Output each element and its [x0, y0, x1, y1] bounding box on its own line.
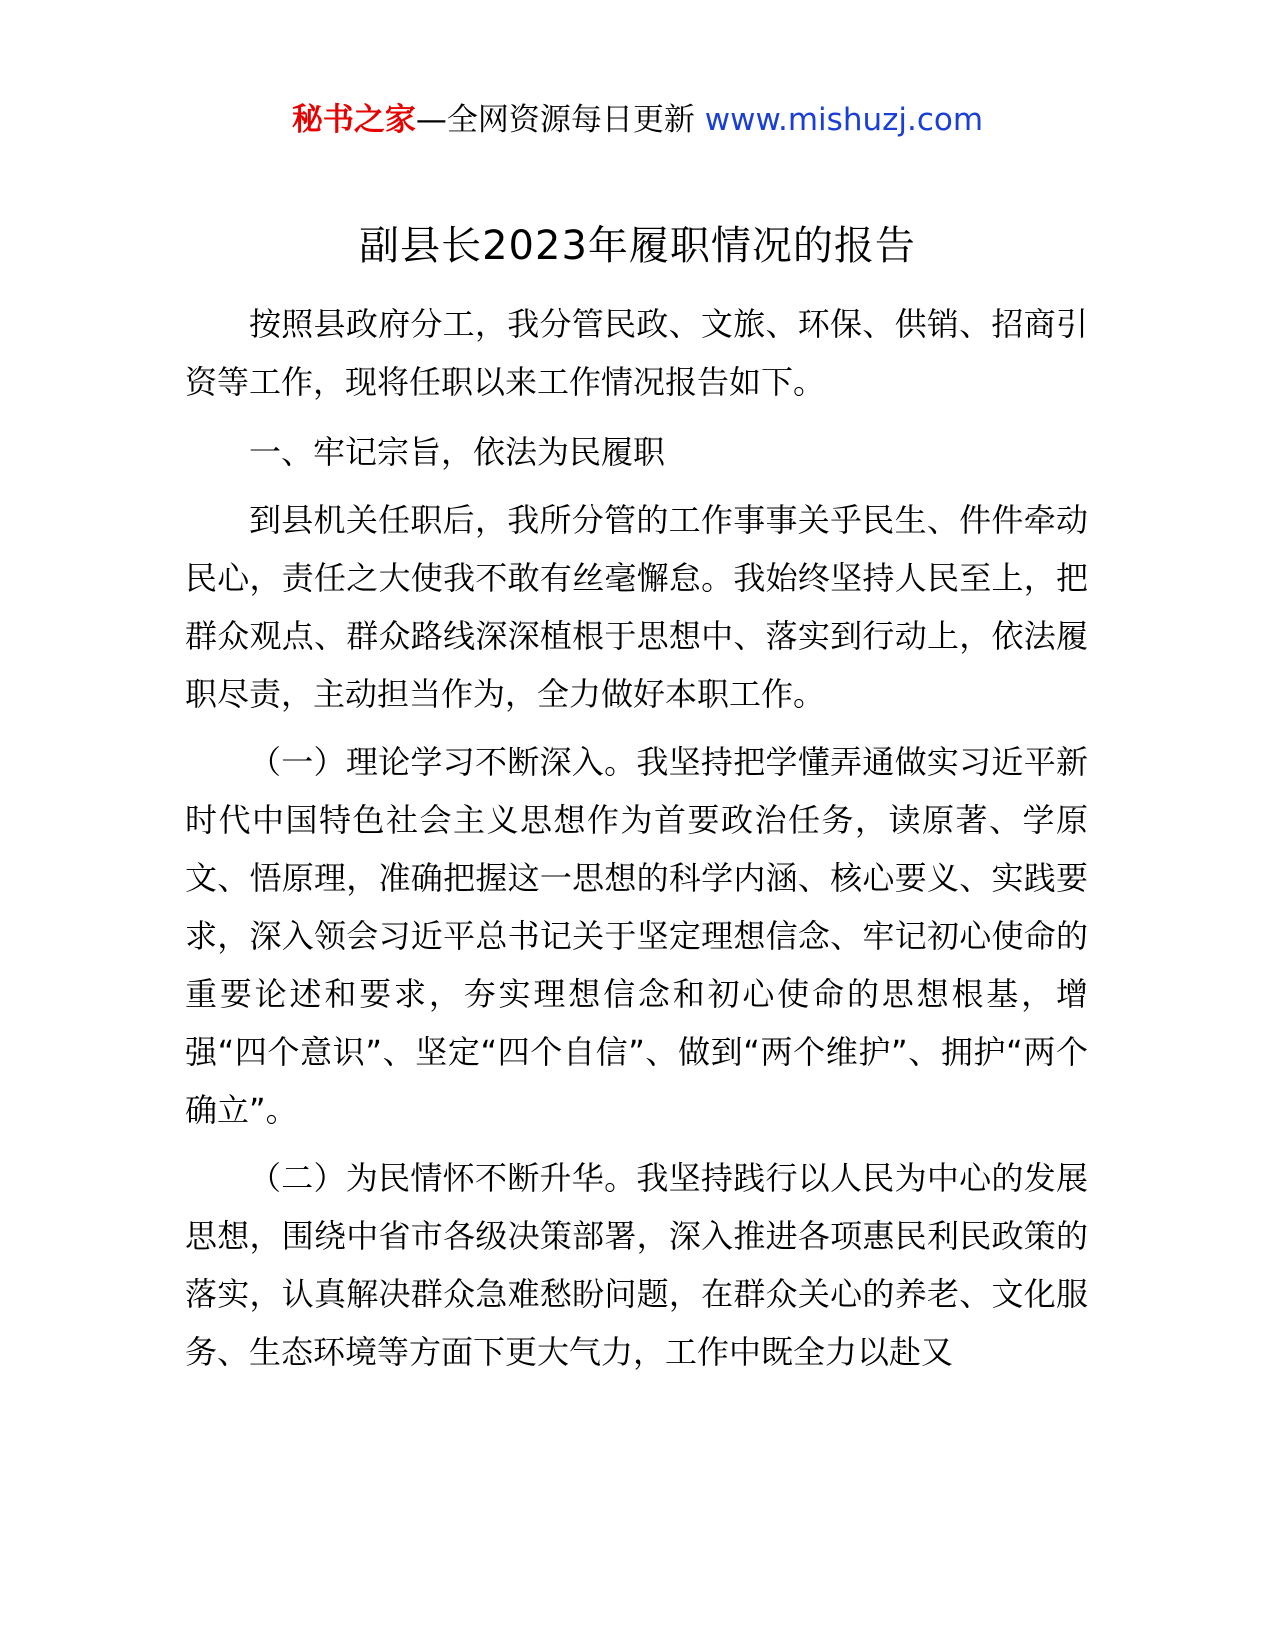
header-tagline: —全网资源每日更新 — [415, 102, 695, 138]
site-header — [0, 98, 1275, 142]
section-heading: 一、牢记宗旨，依法为民履职 — [249, 433, 666, 471]
document-body — [185, 295, 1088, 1381]
subsection-paragraph-2: （二）为民情怀不断升华。我坚持践行以人民为中心的发展思想，围绕中省市各级决策部署，深入推进各项惠民利民政策的落实，认真解决群众急难愁盼问题，在群众关心的养老、文化服务、生态环境等方面下更大气力，工作中既全力以赴又 — [185, 1159, 1088, 1371]
intro-paragraph: 按照县政府分工，我分管民政、文旅、环保、供销、招商引资等工作，现将任职以来工作情况报告如下。 — [185, 305, 1088, 401]
subsection-paragraph-1: （一）理论学习不断深入。我坚持把学懂弄通做实习近平新时代中国特色社会主义思想作为首要政治任务，读原著、学原文、悟原理，准确把握这一思想的科学内涵、核心要义、实践要求，深入领会习近平总书记关于坚定理想信念、牢记初心使命的重要论述和要求，夯实理想信念和初心使命的思想根基，增强“四个意识”、坚定“四个自信”、做到“两个维护”、拥护“两个确立”。 — [185, 743, 1088, 1129]
brand-name: 秘书之家 — [291, 102, 416, 138]
site-url-link[interactable]: www.mishuzj.com — [704, 102, 984, 138]
document-title: 副县长2023年履职情况的报告 — [359, 223, 916, 269]
body-paragraph: 到县机关任职后，我所分管的工作事事关乎民生、件件牵动民心，责任之大使我不敢有丝毫懈怠。我始终坚持人民至上，把群众观点、群众路线深深植根于思想中、落实到行动上，依法履职尽责，主动担当作为，全力做好本职工作。 — [185, 501, 1088, 713]
